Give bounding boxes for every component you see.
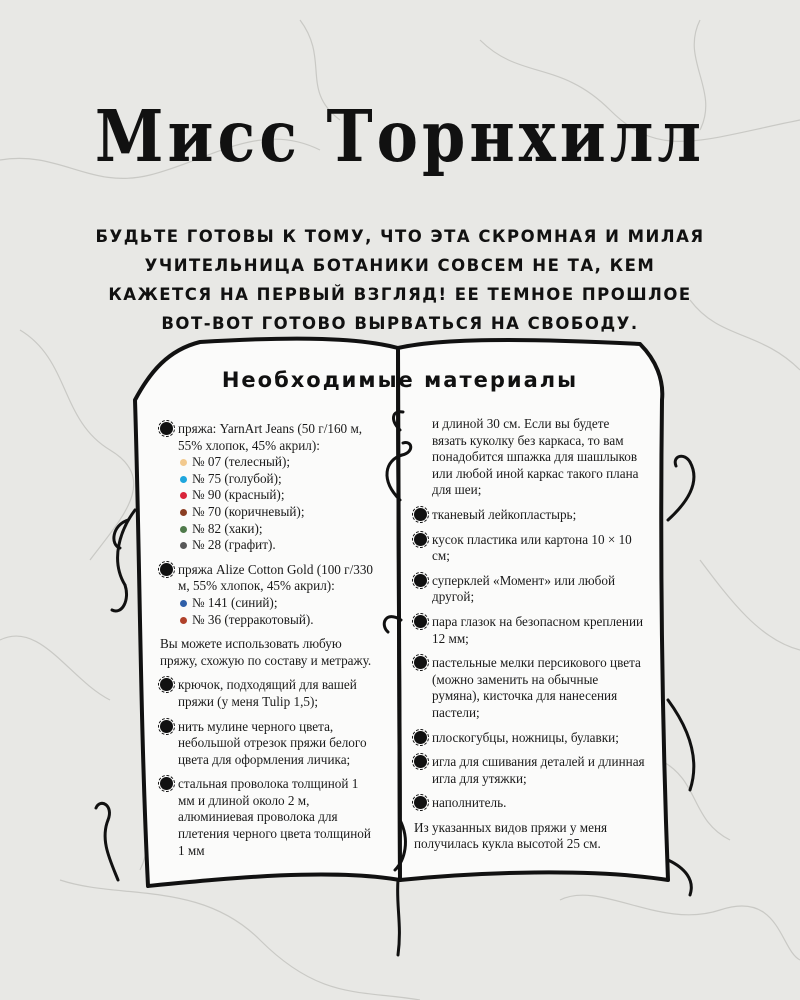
material-item: игла для сшивания деталей и длинная игла для утяжки; [414, 754, 646, 787]
color-dot-icon [180, 600, 187, 607]
ball-bullet-icon [160, 720, 173, 733]
yarn-color-item: № 28 (графит). [178, 537, 375, 554]
yarn-color-item: № 90 (красный); [178, 487, 375, 504]
ball-bullet-icon [160, 563, 173, 576]
material-item: кусок пластика или картона 10 × 10 см; [414, 532, 646, 565]
materials-right-column [414, 416, 646, 861]
yarn-note: Вы можете использовать любую пряжу, схожую по составу и метражу. [160, 636, 372, 668]
yarn-item [160, 562, 375, 628]
ball-bullet-icon [414, 574, 427, 587]
page-title: Мисс Торнхилл [94, 94, 706, 179]
material-item-continuation: и длиной 30 см. Если вы будете вязать куколку без каркаса, то вам понадобится шпажка для шашлыков или любой иной каркас такого плана для шеи; [432, 416, 639, 498]
color-dot-icon [180, 526, 187, 533]
ball-bullet-icon [414, 656, 427, 669]
ball-bullet-icon [414, 731, 427, 744]
yarn-color-item: № 141 (синий); [178, 595, 375, 612]
yarn-color-item: № 36 (терракотовый). [178, 612, 375, 629]
yarn-color-list [178, 454, 375, 554]
footer-note: Из указанных видов пряжи у меня получилась кукла высотой 25 см. [414, 819, 608, 852]
color-dot-icon [180, 542, 187, 549]
ball-bullet-icon [414, 796, 427, 809]
material-item: пара глазок на безопасном креплении 12 мм; [414, 614, 646, 647]
ball-bullet-icon [414, 533, 427, 546]
material-item: пастельные мелки персикового цвета (можно заменить на обычные румяна), кисточка для нанесения пастели; [414, 655, 646, 721]
color-dot-icon [180, 459, 187, 466]
yarn-label: пряжа: YarnArt Jeans (50 г/160 м, 55% хлопок, 45% акрил): [178, 421, 363, 453]
material-item: стальная проволока толщиной 1 мм и длиной около 2 м, алюминиевая проволока для плетения черного цвета толщиной 1 мм [160, 776, 375, 859]
materials-left-column [160, 421, 375, 867]
color-dot-icon [180, 476, 187, 483]
ball-bullet-icon [160, 422, 173, 435]
yarn-label: пряжа Alize Cotton Gold (100 г/330 м, 55% хлопок, 45% акрил): [178, 561, 374, 594]
ball-bullet-icon [414, 508, 427, 521]
material-item: крючок, подходящий для вашей пряжи (у меня Tulip 1,5); [160, 677, 375, 710]
materials-heading: Необходимые материалы [221, 368, 579, 392]
intro-text: БУДЬТЕ ГОТОВЫ К ТОМУ, ЧТО ЭТА СКРОМНАЯ И МИЛАЯ УЧИТЕЛЬНИЦА БОТАНИКИ СОВСЕМ НЕ ТА, КЕМ КАЖЕТСЯ НА ПЕРВЫЙ ВЗГЛЯД! ЕЕ ТЕМНОЕ ПРОШЛОЕ ВОТ-ВОТ ГОТОВО ВЫРВАТЬСЯ НА СВОБОДУ. [95, 227, 705, 333]
color-dot-icon [180, 617, 187, 624]
color-dot-icon [180, 509, 187, 516]
material-item: наполнитель. [414, 795, 646, 812]
yarn-item [160, 421, 375, 554]
ball-bullet-icon [160, 777, 173, 790]
yarn-color-item: № 82 (хаки); [178, 521, 375, 538]
yarn-color-item: № 07 (телесный); [178, 454, 375, 471]
ball-bullet-icon [160, 678, 173, 691]
yarn-color-item: № 70 (коричневый); [178, 504, 375, 521]
ball-bullet-icon [414, 755, 427, 768]
yarn-color-list [178, 595, 375, 628]
material-item: суперклей «Момент» или любой другой; [414, 573, 646, 606]
material-item: нить мулине черного цвета, небольшой отрезок пряжи белого цвета для оформления личика; [160, 719, 375, 769]
material-item: тканевый лейкопластырь; [414, 507, 646, 524]
ball-bullet-icon [414, 615, 427, 628]
yarn-color-item: № 75 (голубой); [178, 471, 375, 488]
material-item: плоскогубцы, ножницы, булавки; [414, 730, 646, 747]
color-dot-icon [180, 492, 187, 499]
